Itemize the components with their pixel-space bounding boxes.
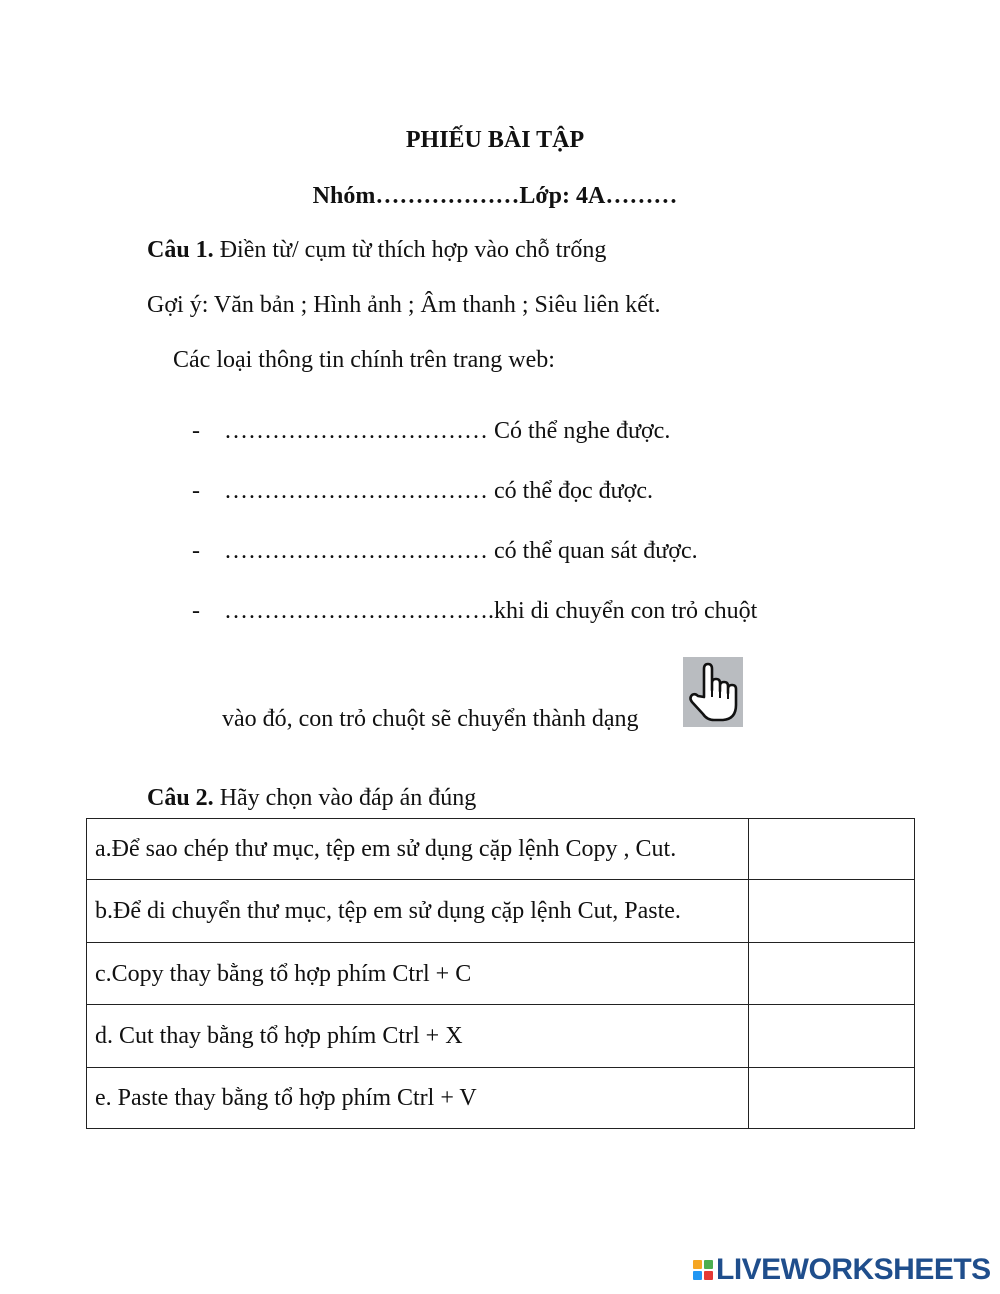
table-row <box>87 880 915 943</box>
table-row <box>87 819 915 880</box>
bullet-dash: - <box>192 478 200 504</box>
answer-box[interactable] <box>749 1005 915 1068</box>
table-row <box>87 1005 915 1068</box>
intro-line: Các loại thông tin chính trên trang web: <box>173 347 555 373</box>
question-1-label: Câu 1. <box>147 237 214 263</box>
fill-blank-text: …………………………… Có thể nghe được. <box>224 418 671 444</box>
question-2-label: Câu 2. <box>147 785 214 811</box>
answer-table <box>86 818 915 1129</box>
fill-blank-item[interactable] <box>192 598 757 625</box>
logo-text: LIVEWORKSHEETS <box>716 1253 991 1286</box>
fill-blank-text: …………………………… có thể đọc được. <box>224 478 653 504</box>
statement-cell: b.Để di chuyển thư mục, tệp em sử dụng cặp lệnh Cut, Paste. <box>87 880 749 943</box>
logo-square <box>704 1260 713 1269</box>
continuation-line: vào đó, con trỏ chuột sẽ chuyển thành dạng <box>222 706 639 732</box>
fill-blank-item[interactable] <box>192 418 670 445</box>
answer-box[interactable] <box>749 1068 915 1129</box>
statement-cell: e. Paste thay bằng tổ hợp phím Ctrl + V <box>87 1068 749 1129</box>
statement-cell: a.Để sao chép thư mục, tệp em sử dụng cặp lệnh Copy , Cut. <box>87 819 749 880</box>
statement-cell: d. Cut thay bằng tổ hợp phím Ctrl + X <box>87 1005 749 1068</box>
logo-square <box>704 1271 713 1280</box>
question-2-heading <box>147 785 476 812</box>
answer-box[interactable] <box>749 819 915 880</box>
fill-blank-text: …………………………….khi di chuyển con trỏ chuột <box>224 598 758 624</box>
logo-square <box>693 1260 702 1269</box>
question-2-instruction: Hãy chọn vào đáp án đúng <box>213 785 477 811</box>
answer-box[interactable] <box>749 880 915 943</box>
group-class-line: Nhóm………………Lớp: 4A……… <box>312 183 678 209</box>
liveworksheets-logo <box>693 1252 991 1288</box>
question-1-heading <box>147 237 606 264</box>
bullet-dash: - <box>192 538 200 564</box>
hand-pointer-icon <box>683 657 743 727</box>
statement-cell: c.Copy thay bằng tổ hợp phím Ctrl + C <box>87 943 749 1005</box>
bullet-dash: - <box>192 598 200 624</box>
table-row <box>87 1068 915 1129</box>
fill-blank-item[interactable] <box>192 538 698 565</box>
answer-box[interactable] <box>749 943 915 1005</box>
bullet-dash: - <box>192 418 200 444</box>
fill-blank-text: …………………………… có thể quan sát được. <box>224 538 698 564</box>
logo-square <box>693 1271 702 1280</box>
table-row <box>87 943 915 1005</box>
fill-blank-item[interactable] <box>192 478 653 505</box>
hint-line: Gợi ý: Văn bản ; Hình ảnh ; Âm thanh ; Siêu liên kết. <box>147 292 661 318</box>
question-1-instruction: Điền từ/ cụm từ thích hợp vào chỗ trống <box>213 237 607 263</box>
logo-mark-icon <box>693 1260 713 1280</box>
worksheet-title: PHIẾU BÀI TẬP <box>405 127 585 153</box>
